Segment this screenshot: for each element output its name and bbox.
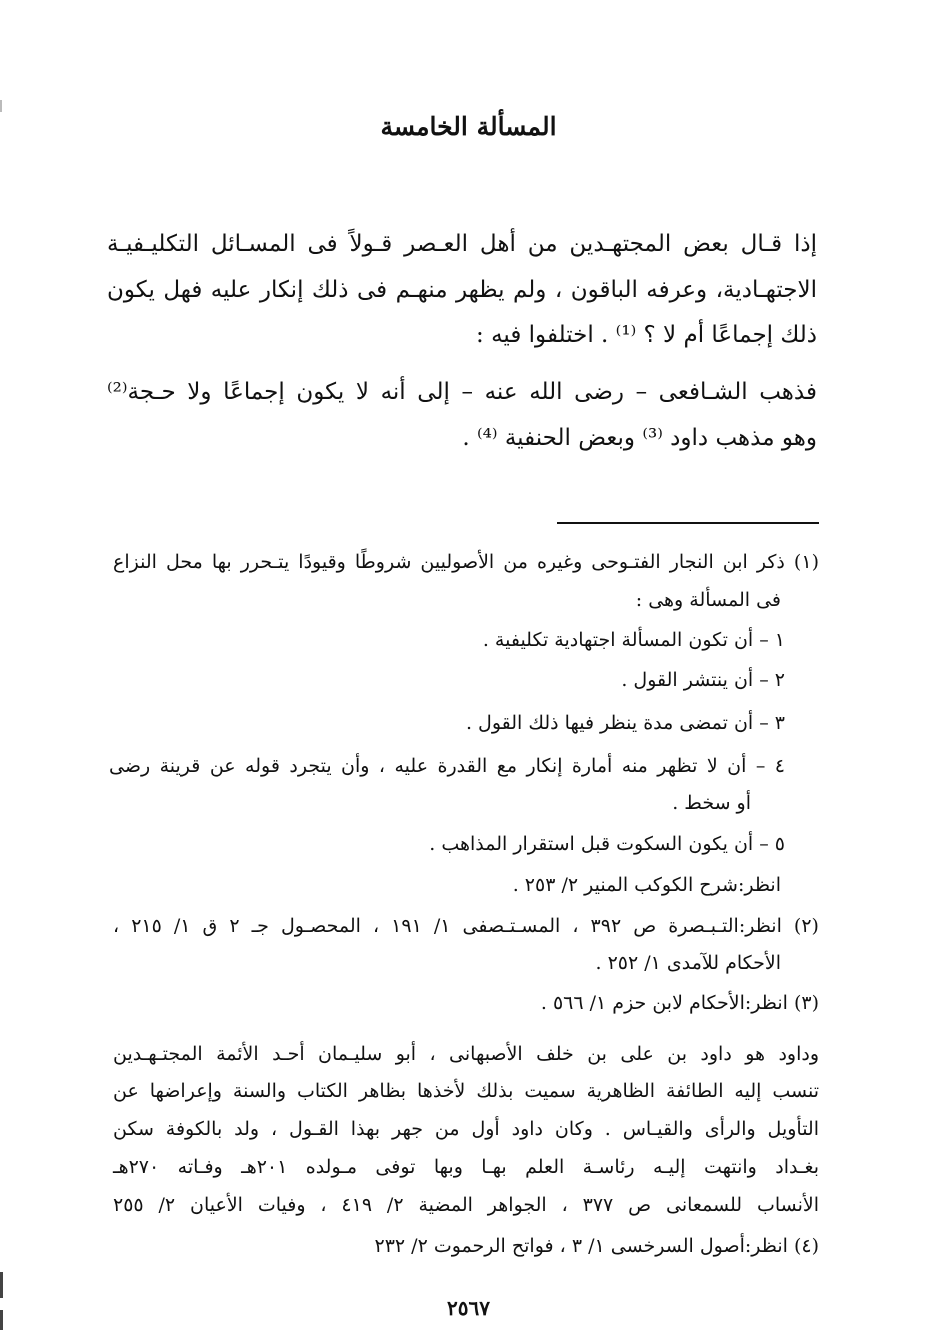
body-line: الاجتهـادية، وعرفه الباقون ، ولم يظهر منهـم فى ذلك إنكار عليه فهل يكون <box>107 277 817 303</box>
section-title: المسألة الخامسة <box>380 112 557 141</box>
footnote-line: وداود هو داود بن على بن خلف الأصبهانى ، أبو سليـمان أحـد الأئمة المجتـهـدين <box>113 1043 819 1065</box>
footnote-line: فى المسألة وهى : <box>635 589 781 611</box>
body-line: ذلك إجماعًا أم لا ؟ ⁽¹⁾ . اختلفوا فيه : <box>476 322 817 348</box>
page-number: ٢٥٦٧ <box>447 1296 490 1320</box>
footnote-line: (١) ذكر ابن النجار الفتـوحى وغيره من الأصوليين شروطًا وقيودًا يتـحرر بها محل النزاع <box>113 551 819 573</box>
footnote-line: ٤ – أن لا تظهر منه أمارة إنكار مع القدرة عليه ، وأن يتجرد قوله عن قرينة رضى <box>109 755 785 777</box>
footnote-line: تنسب إليه الطائفة الظاهرية سميت بذلك لأخذها بظاهر الكتاب والسنة وإعراضها عن <box>113 1080 819 1102</box>
body-line: إذا قـال بعض المجتهـدين من أهل العـصر قـولاً فى المسـائل التكليـفيـة <box>107 231 817 257</box>
footnote-line: ٣ – أن تمضى مدة ينظر فيها ذلك القول . <box>465 712 785 734</box>
body-line: فذهب الشـافعى – رضى الله عنه – إلى أنه لا يكون إجماعًا ولا حـجة⁽²⁾ <box>107 379 817 405</box>
footnote-line: ١ – أن تكون المسألة اجتهادية تكليفية . <box>482 629 785 651</box>
footnote-line: أو سخط . <box>672 792 751 814</box>
footnote-line: (٢) انظر:التـبـصرة ص ٣٩٢ ، المسـتـصفى ١/ ١٩١ ، المحصـول جـ ٢ ق ١/ ٢١٥ ، <box>113 915 819 937</box>
footnote-line: الأحكام للآمدى ١/ ٢٥٢ . <box>595 952 781 974</box>
footnote-line: التأويل والرأى والقيـاس . وكان داود أول من جهر بهذا القـول ، ولد بالكوفة سكن <box>113 1118 819 1140</box>
footnote-line: الأنساب للسمعانى ص ٣٧٧ ، الجواهر المضية ٢/ ٤١٩ ، وفيات الأعيان ٢/ ٢٥٥ <box>113 1194 819 1216</box>
footnote-line: (٣) انظر:الأحكام لابن حزم ١/ ٥٦٦ . <box>540 992 819 1014</box>
footnote-line: بغـداد وانتهت إليـه رئاسـة العلم بهـا وبها توفى مـولده ٢٠١هـ وفـاته ٢٧٠هـ <box>113 1156 819 1178</box>
body-line: وهو مذهب داود ⁽³⁾ وبعض الحنفية ⁽⁴⁾ . <box>462 425 817 451</box>
footnote-line: انظر:شرح الكوكب المنير ٢/ ٢٥٣ . <box>512 874 781 896</box>
scan-edge-mark <box>0 100 2 112</box>
footnote-line: ٢ – أن ينتشر القول . <box>621 669 785 691</box>
scan-edge-mark <box>0 1272 3 1298</box>
footnote-separator <box>557 522 819 524</box>
footnote-line: (٤) انظر:أصول السرخسى ١/ ٣ ، فواتح الرحموت ٢/ ٢٣٢ <box>374 1235 819 1257</box>
footnote-line: ٥ – أن يكون السكوت قبل استقرار المذاهب . <box>429 833 785 855</box>
